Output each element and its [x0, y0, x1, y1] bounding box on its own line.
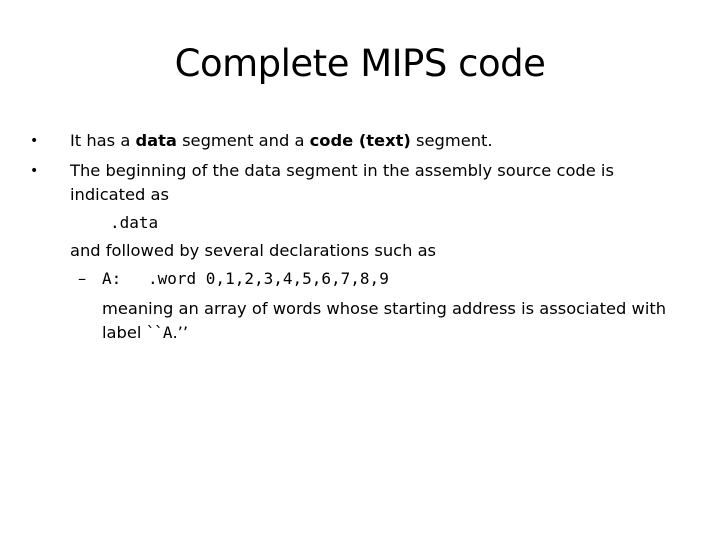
sub-item-code: .word 0,1,2,3,4,5,6,7,8,9 — [148, 269, 389, 288]
meaning-line-2 — [102, 322, 188, 344]
followed-text: and followed by several declarations such as — [70, 241, 437, 260]
meaning-label-code: A — [162, 323, 173, 342]
meaning-line-1: meaning an array of words whose starting address is associated with — [102, 299, 667, 318]
bullet-1-bold-code: code (text) — [309, 131, 411, 150]
bullet-1-text — [70, 130, 493, 152]
bullet-2-line-1: The beginning of the data segment in the assembly source code is — [70, 161, 614, 180]
bullet-2-line-2: indicated as — [70, 185, 169, 204]
bullet-1-text-c: segment. — [410, 131, 493, 150]
sub-item-label: A: — [102, 269, 122, 288]
bullet-1-text-a: It has a — [70, 131, 136, 150]
slide-title: Complete MIPS code — [174, 42, 546, 85]
bullet-marker-1: • — [30, 133, 39, 149]
bullet-1-bold-data: data — [135, 131, 177, 150]
bullet-1-text-b: segment and a — [176, 131, 310, 150]
data-directive: .data — [110, 213, 159, 232]
bullet-marker-2: • — [30, 163, 39, 179]
sub-item-dash: – — [78, 269, 87, 288]
meaning-label-prefix: label `` — [102, 323, 163, 342]
meaning-label-suffix: .’’ — [172, 323, 189, 342]
